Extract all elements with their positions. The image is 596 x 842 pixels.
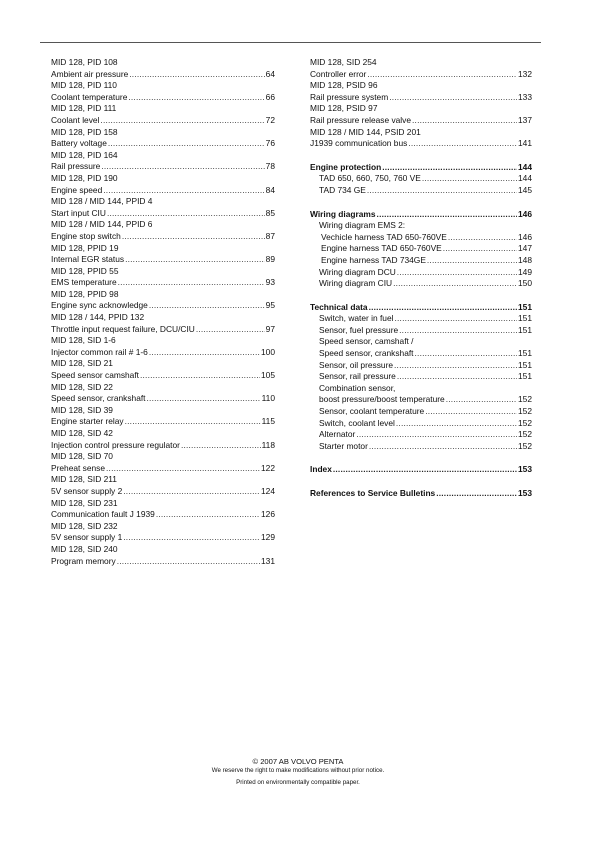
leader-dots: [436, 488, 517, 500]
toc-sub-entry[interactable]: [310, 278, 532, 290]
toc-entry-title: MID 128, PPID 98: [51, 288, 119, 299]
section-heading-label: Wiring diagrams: [310, 208, 376, 219]
section-heading-page: 153: [518, 488, 532, 498]
toc-entry-page: 126: [261, 509, 275, 520]
leader-dots: [396, 418, 517, 430]
toc-entry-page: 147: [518, 243, 532, 254]
toc-entry[interactable]: [51, 243, 275, 266]
toc-entry[interactable]: [51, 358, 275, 381]
toc-entry[interactable]: [51, 289, 275, 312]
leader-dots: [128, 92, 264, 104]
section-heading-label: Index: [310, 464, 332, 475]
toc-entry-line: [51, 115, 275, 127]
toc-sub-entry[interactable]: [310, 243, 532, 255]
leader-dots: [122, 231, 265, 243]
toc-entry-label: Alternator: [319, 429, 356, 440]
toc-entry-line: [51, 440, 275, 452]
toc-entry-line: [310, 394, 532, 406]
toc-entry[interactable]: [310, 127, 532, 150]
leader-dots: [106, 463, 260, 475]
toc-entry-page: 145: [518, 184, 532, 195]
toc-sub-entry[interactable]: [310, 255, 532, 267]
toc-entry[interactable]: [51, 382, 275, 405]
toc-entry-title: MID 128, SID 21: [51, 358, 113, 369]
leader-dots: [422, 173, 517, 185]
header-rule: [40, 42, 541, 43]
leader-dots: [369, 302, 517, 314]
leader-dots: [377, 209, 517, 221]
toc-entry-title: MID 128, PID 190: [51, 172, 118, 183]
section-heading-references[interactable]: [310, 488, 532, 500]
toc-entry-title: MID 128 / 144, PPID 132: [51, 312, 145, 323]
leader-dots: [125, 416, 261, 428]
toc-entry[interactable]: [51, 335, 275, 358]
leader-dots: [367, 185, 517, 197]
toc-entry-page: 137: [518, 114, 532, 125]
leader-dots: [448, 232, 517, 244]
toc-right-column: [310, 57, 532, 500]
toc-entry-label: Coolant level: [51, 114, 100, 125]
leader-dots: [412, 115, 517, 127]
toc-entry-page: 151: [518, 324, 532, 335]
toc-entry-page: 152: [518, 406, 532, 417]
toc-entry-line: [51, 161, 275, 173]
toc-entry-line: [51, 138, 275, 150]
toc-entry-line: [51, 92, 275, 104]
leader-dots: [393, 278, 517, 290]
toc-sub-entry[interactable]: [310, 185, 532, 197]
toc-sub-entry[interactable]: [310, 336, 532, 359]
toc-entry-page: 118: [261, 439, 275, 450]
toc-entry-label: boost pressure/boost temperature: [319, 394, 445, 405]
section-heading-label: Engine protection: [310, 161, 382, 172]
leader-dots: [123, 486, 260, 498]
toc-entry-page: 150: [518, 278, 532, 289]
toc-entry-label: EMS temperature: [51, 277, 117, 288]
toc-entry-title: MID 128, SID 254: [310, 57, 377, 67]
toc-entry[interactable]: [51, 57, 275, 80]
toc-entry-title: MID 128, SID 231: [51, 497, 118, 508]
leader-dots: [367, 69, 517, 81]
leader-dots: [399, 325, 517, 337]
toc-entry-line: [310, 115, 532, 127]
toc-entry-title: Combination sensor,: [319, 382, 396, 393]
toc-sub-entry[interactable]: [310, 360, 532, 372]
section-heading-label: Technical data: [310, 301, 368, 312]
section-heading-engine-protection[interactable]: [310, 162, 532, 174]
toc-entry-page: 95: [265, 300, 275, 311]
leader-dots: [425, 406, 517, 418]
toc-entry-page: 152: [518, 429, 532, 440]
toc-entry[interactable]: [51, 127, 275, 150]
toc-entry-label: Rail pressure system: [310, 91, 389, 102]
toc-entry-line: [310, 138, 532, 150]
leader-dots: [147, 393, 261, 405]
toc-entry-label: Speed sensor camshaft: [51, 370, 139, 381]
toc-entry-line: [51, 347, 275, 359]
toc-sub-entry[interactable]: [310, 418, 532, 430]
toc-entry-title: MID 128, SID 70: [51, 451, 113, 462]
toc-sub-entry[interactable]: [310, 267, 532, 279]
leader-dots: [382, 162, 517, 174]
toc-entry-title: MID 128, PID 164: [51, 149, 118, 160]
toc-entry-page: 144: [518, 173, 532, 184]
leader-dots: [443, 243, 517, 255]
leader-dots: [123, 532, 260, 544]
toc-entry-page: 64: [265, 68, 275, 79]
toc-entry-line: [310, 69, 532, 81]
toc-entry-title: MID 128, SID 1-6: [51, 335, 116, 346]
toc-entry-line: [51, 463, 275, 475]
leader-dots: [117, 556, 260, 568]
toc-entry-line: [51, 69, 275, 81]
toc-entry[interactable]: [51, 474, 275, 497]
leader-dots: [397, 267, 517, 279]
toc-entry-label: Program memory: [51, 555, 116, 566]
toc-entry-label: Switch, coolant level: [319, 417, 395, 428]
toc-entry-line: [310, 348, 532, 360]
leader-dots: [389, 92, 517, 104]
toc-entry-page: 152: [518, 440, 532, 451]
toc-entry-title: MID 128, PSID 97: [310, 103, 378, 114]
toc-entry-page: 93: [265, 277, 275, 288]
toc-entry-title: MID 128, SID 211: [51, 474, 117, 485]
toc-entry-line: [51, 208, 275, 220]
leader-dots: [415, 348, 518, 360]
toc-entry[interactable]: [51, 150, 275, 173]
toc-entry-label: TAD 734 GE: [319, 184, 366, 195]
toc-sub-entry[interactable]: [310, 325, 532, 337]
toc-entry-label: Sensor, coolant temperature: [319, 406, 425, 417]
toc-entry-page: 149: [518, 266, 532, 277]
toc-entry-page: 152: [518, 417, 532, 428]
toc-entry-page: 97: [265, 323, 275, 334]
leader-dots: [333, 464, 517, 476]
footer-copyright: © 2007 AB VOLVO PENTA: [252, 757, 344, 766]
toc-entry-label: Sensor, rail pressure: [319, 371, 396, 382]
toc-entry-page: 152: [518, 394, 532, 405]
toc-entry[interactable]: [51, 219, 275, 242]
toc-entry[interactable]: [310, 80, 532, 103]
toc-entry-page: 131: [261, 555, 275, 566]
toc-entry-title: MID 128, SID 232: [51, 520, 118, 531]
leader-dots: [356, 429, 517, 441]
toc-entry-label: Battery voltage: [51, 138, 107, 149]
leader-dots: [149, 347, 260, 359]
toc-entry-label: Ambient air pressure: [51, 68, 129, 79]
toc-entry-label: Wiring diagram CIU: [319, 278, 393, 289]
leader-dots: [394, 360, 517, 372]
toc-entry-title: MID 128, PPID 19: [51, 242, 119, 253]
leader-dots: [107, 208, 265, 220]
toc-entry[interactable]: [51, 80, 275, 103]
leader-dots: [125, 254, 265, 266]
toc-entry-title: MID 128, PPID 55: [51, 265, 119, 276]
toc-sub-entry[interactable]: [310, 429, 532, 441]
toc-entry-line: [51, 370, 275, 382]
toc-entry-page: 110: [261, 393, 275, 404]
toc-sub-entry[interactable]: [310, 441, 532, 453]
toc-entry-title: MID 128, PID 108: [51, 57, 118, 67]
toc-entry-label: 5V sensor supply 1: [51, 532, 123, 543]
toc-entry-page: 115: [261, 416, 275, 427]
toc-entry-page: 151: [518, 359, 532, 370]
toc-entry-page: 141: [518, 138, 532, 149]
toc-entry-title: Speed sensor, camshaft /: [319, 336, 414, 347]
leader-dots: [140, 370, 260, 382]
toc-entry-page: 151: [518, 371, 532, 382]
toc-entry[interactable]: [310, 103, 532, 126]
toc-sub-entry[interactable]: [310, 371, 532, 383]
toc-entry-title: MID 128, SID 39: [51, 404, 113, 415]
toc-entry[interactable]: [51, 544, 275, 567]
toc-entry-label: 5V sensor supply 2: [51, 485, 123, 496]
leader-dots: [369, 441, 517, 453]
toc-entry-page: 151: [518, 313, 532, 324]
toc-entry-label: Start input CIU: [51, 207, 106, 218]
toc-sub-entry[interactable]: [310, 383, 532, 406]
leader-dots: [108, 138, 265, 150]
leader-dots: [446, 394, 517, 406]
toc-entry-line: [51, 277, 275, 289]
toc-entry-label: Speed sensor, crankshaft: [319, 348, 414, 359]
toc-entry-title: MID 128 / MID 144, PPID 6: [51, 219, 153, 230]
toc-entry-line: [51, 556, 275, 568]
toc-entry-line: [51, 300, 275, 312]
toc-entry-label: Wiring diagram DCU: [319, 266, 396, 277]
toc-entry-page: 100: [261, 346, 275, 357]
toc-entry-label: Rail pressure: [51, 161, 101, 172]
leader-dots: [100, 115, 264, 127]
toc-entry-label: Engine harness TAD 734GE: [321, 254, 426, 265]
toc-entry[interactable]: [51, 521, 275, 544]
toc-entry-line: [51, 231, 275, 243]
footer-rights: We reserve the right to make modifications without prior notice.: [211, 767, 385, 774]
section-heading-index[interactable]: [310, 464, 532, 476]
toc-sub-title: Wiring diagram EMS 2:: [319, 220, 406, 231]
toc-entry-title: MID 128, SID 22: [51, 381, 113, 392]
toc-entry[interactable]: [51, 312, 275, 335]
toc-entry-title: MID 128, SID 240: [51, 543, 118, 554]
toc-entry-label: Coolant temperature: [51, 91, 128, 102]
toc-entry-line: [51, 509, 275, 521]
toc-entry[interactable]: [51, 196, 275, 219]
toc-entry-label: Sensor, fuel pressure: [319, 324, 399, 335]
toc-entry-label: Preheat sense: [51, 462, 106, 473]
toc-entry-page: 66: [265, 91, 275, 102]
leader-dots: [149, 300, 265, 312]
toc-entry-label: Starter motor: [319, 440, 368, 451]
toc-entry-label: Engine sync acknowledge: [51, 300, 148, 311]
toc-entry-title: MID 128, PSID 96: [310, 80, 378, 91]
toc-entry-label: Engine stop switch: [51, 230, 121, 241]
toc-entry-label: Speed sensor, crankshaft: [51, 393, 146, 404]
toc-entry-title: MID 128 / MID 144, PSID 201: [310, 126, 421, 137]
toc-entry[interactable]: [51, 266, 275, 289]
leader-dots: [427, 255, 517, 267]
toc-entry-title: MID 128 / MID 144, PPID 4: [51, 196, 153, 207]
leader-dots: [101, 161, 264, 173]
section-heading-page: 146: [518, 208, 532, 219]
toc-entry-label: Internal EGR status: [51, 254, 125, 265]
toc-entry-title: MID 128, SID 42: [51, 428, 113, 438]
toc-entry-page: 84: [265, 184, 275, 195]
toc-entry-line: [310, 92, 532, 104]
toc-entry-label: J1939 communication bus: [310, 138, 408, 149]
toc-entry-label: TAD 650, 660, 750, 760 VE: [319, 173, 421, 184]
toc-entry-page: 124: [261, 485, 275, 496]
toc-entry-title: MID 128, PID 111: [51, 103, 117, 114]
toc-entry-title: MID 128, PID 158: [51, 126, 118, 137]
leader-dots: [118, 277, 265, 289]
footer-printed: Printed on environmentally compatible paper.: [236, 779, 360, 786]
leader-dots: [103, 185, 264, 197]
toc-entry[interactable]: [51, 103, 275, 126]
toc-entry-label: Sensor, oil pressure: [319, 359, 394, 370]
toc-sub-entry[interactable]: [310, 232, 532, 244]
toc-entry-label: Injector common rail # 1-6: [51, 346, 148, 357]
toc-entry-line: [51, 324, 275, 336]
toc-entry[interactable]: [51, 428, 275, 451]
toc-left-column: [51, 57, 275, 567]
toc-entry-page: 72: [265, 114, 275, 125]
toc-entry-page: 133: [518, 91, 532, 102]
section-heading-page: 144: [518, 161, 532, 172]
section-heading-wiring-diagrams[interactable]: [310, 209, 532, 221]
toc-entry-page: 129: [261, 532, 275, 543]
toc-entry-page: 132: [518, 68, 532, 79]
toc-entry-label: Vechicle harness TAD 650-760VE: [321, 231, 447, 242]
section-heading-label: References to Service Bulletins: [310, 488, 436, 498]
toc-entry-page: 146: [518, 231, 532, 242]
toc-sub-entry[interactable]: [310, 313, 532, 325]
toc-entry-page: 151: [518, 348, 532, 359]
toc-entry-label: Engine speed: [51, 184, 103, 195]
section-heading-page: 151: [518, 301, 532, 312]
toc-sub-entry[interactable]: [310, 406, 532, 418]
leader-dots: [156, 509, 260, 521]
leader-dots: [129, 69, 264, 81]
toc-entry[interactable]: [51, 498, 275, 521]
toc-sub-entry[interactable]: [310, 173, 532, 185]
toc-entry-line: [51, 486, 275, 498]
toc-entry[interactable]: [51, 405, 275, 428]
toc-entry[interactable]: [310, 57, 532, 80]
toc-entry-label: Rail pressure release valve: [310, 114, 412, 125]
toc-entry-label: Communication fault J 1939: [51, 509, 155, 520]
toc-entry-line: [51, 416, 275, 428]
toc-entry-label: Engine harness TAD 650-760VE: [321, 243, 442, 254]
leader-dots: [408, 138, 517, 150]
toc-entry-page: 105: [261, 370, 275, 381]
toc-entry-label: Throttle input request failure, DCU/CIU: [51, 323, 195, 334]
toc-entry-page: 87: [265, 230, 275, 241]
toc-entry[interactable]: [51, 451, 275, 474]
toc-entry-page: 89: [265, 254, 275, 265]
toc-entry-label: Injection control pressure regulator: [51, 439, 180, 450]
toc-entry-page: 85: [265, 207, 275, 218]
leader-dots: [394, 313, 517, 325]
leader-dots: [397, 371, 517, 383]
toc-entry-line: [51, 254, 275, 266]
toc-entry-page: 148: [518, 254, 532, 265]
toc-entry-line: [51, 185, 275, 197]
toc-entry-page: 78: [265, 161, 275, 172]
leader-dots: [196, 324, 265, 336]
toc-entry-title: MID 128, PID 110: [51, 80, 117, 91]
toc-entry-line: [51, 393, 275, 405]
section-heading-technical-data[interactable]: [310, 302, 532, 314]
toc-entry-page: 122: [261, 462, 275, 473]
leader-dots: [181, 440, 261, 452]
toc-entry-label: Controller error: [310, 68, 367, 79]
toc-entry-label: Engine starter relay: [51, 416, 124, 427]
toc-entry[interactable]: [51, 173, 275, 196]
section-heading-page: 153: [518, 464, 532, 475]
toc-entry-label: Switch, water in fuel: [319, 313, 394, 324]
toc-entry-line: [51, 532, 275, 544]
toc-entry-page: 76: [265, 138, 275, 149]
